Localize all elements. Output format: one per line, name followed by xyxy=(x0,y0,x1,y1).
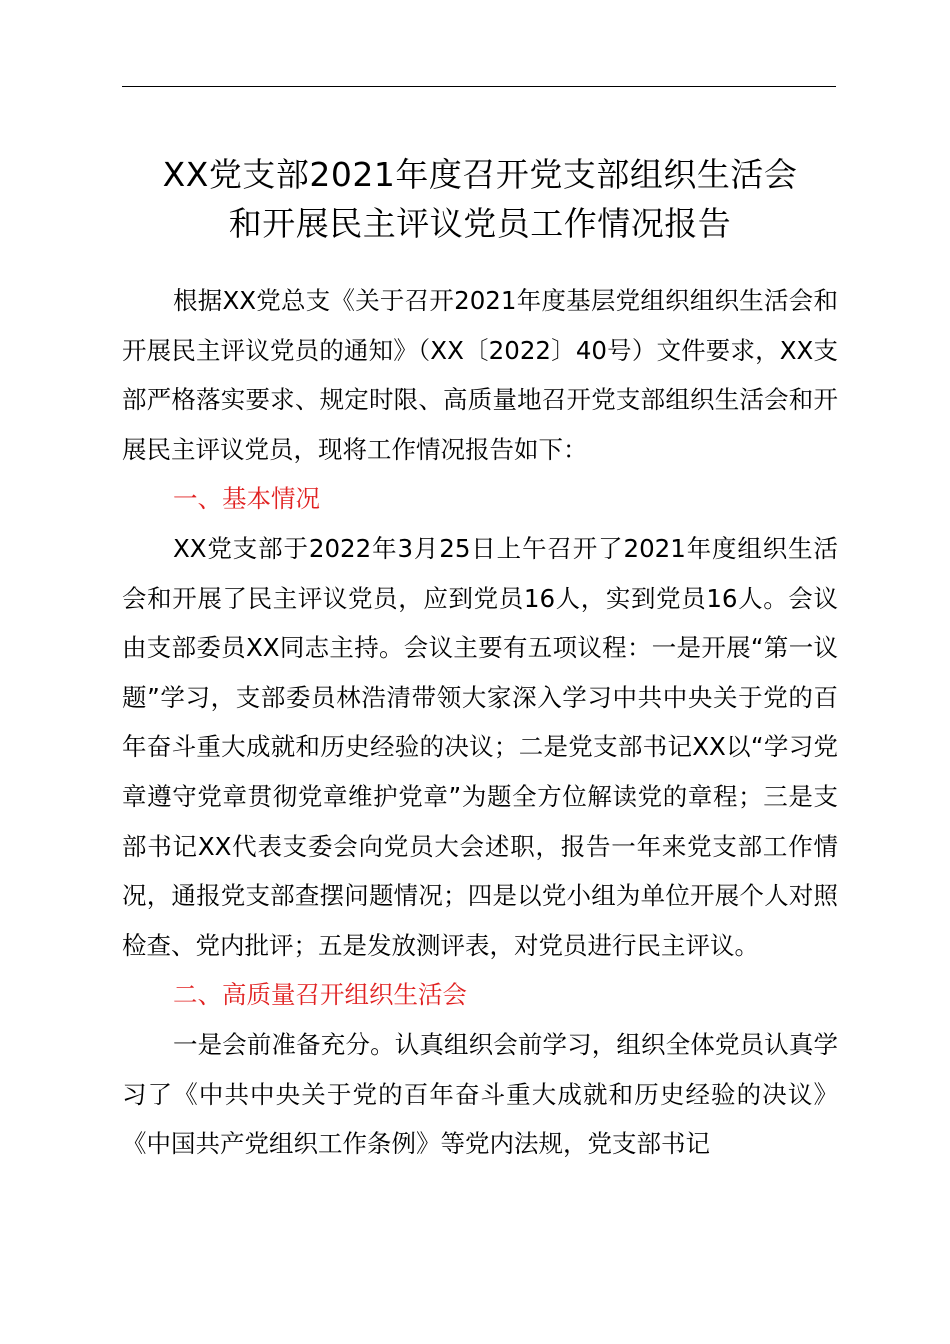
title-line-2: 和开展民主评议党员工作情况报告 xyxy=(228,204,732,243)
section-heading-life-meeting: 二、高质量召开组织生活会 xyxy=(173,980,467,1010)
section1-paragraph: XX党支部于2022年3月25日上午召开了2021年度组织生活会和开展了民主评议党员，应到党员16人，实到党员16人。会议由支部委员XX同志主持。会议主要有五项议程：一是开展“第一议题”学习，支部委员林浩清带领大家深入学习中共中央关于党的百年奋斗重大成就和历史经验的决议；二是党支部书记XX以“学习党章遵守党章贯彻党章维护党章”为题全方位解读党的章程；三是支部书记XX代表支委会向党员大会述职，报告一年来党支部工作情况，通报党支部查摆问题情况；四是以党小组为单位开展个人对照检查、党内批评；五是发放测评表，对党员进行民主评议。 xyxy=(122,533,838,960)
document-title xyxy=(110,150,850,248)
section2-paragraph: 一是会前准备充分。认真组织会前学习，组织全体党员认真学习了《中共中央关于党的百年奋斗重大成就和历史经验的决议》《中国共产党组织工作条例》等党内法规，党支部书记 xyxy=(122,1029,838,1159)
intro-paragraph: 根据XX党总支《关于召开2021年度基层党组织组织生活会和开展民主评议党员的通知》（XX〔2022〕40号）文件要求，XX支部严格落实要求、规定时限、高质量地召开党支部组织生活会和开展民主评议党员，现将工作情况报告如下： xyxy=(122,286,838,464)
title-line-1: XX党支部2021年度召开党支部组织生活会 xyxy=(162,155,798,194)
section-heading-basic-situation: 一、基本情况 xyxy=(173,484,320,514)
header-rule xyxy=(122,86,836,87)
document-body xyxy=(122,276,838,1169)
